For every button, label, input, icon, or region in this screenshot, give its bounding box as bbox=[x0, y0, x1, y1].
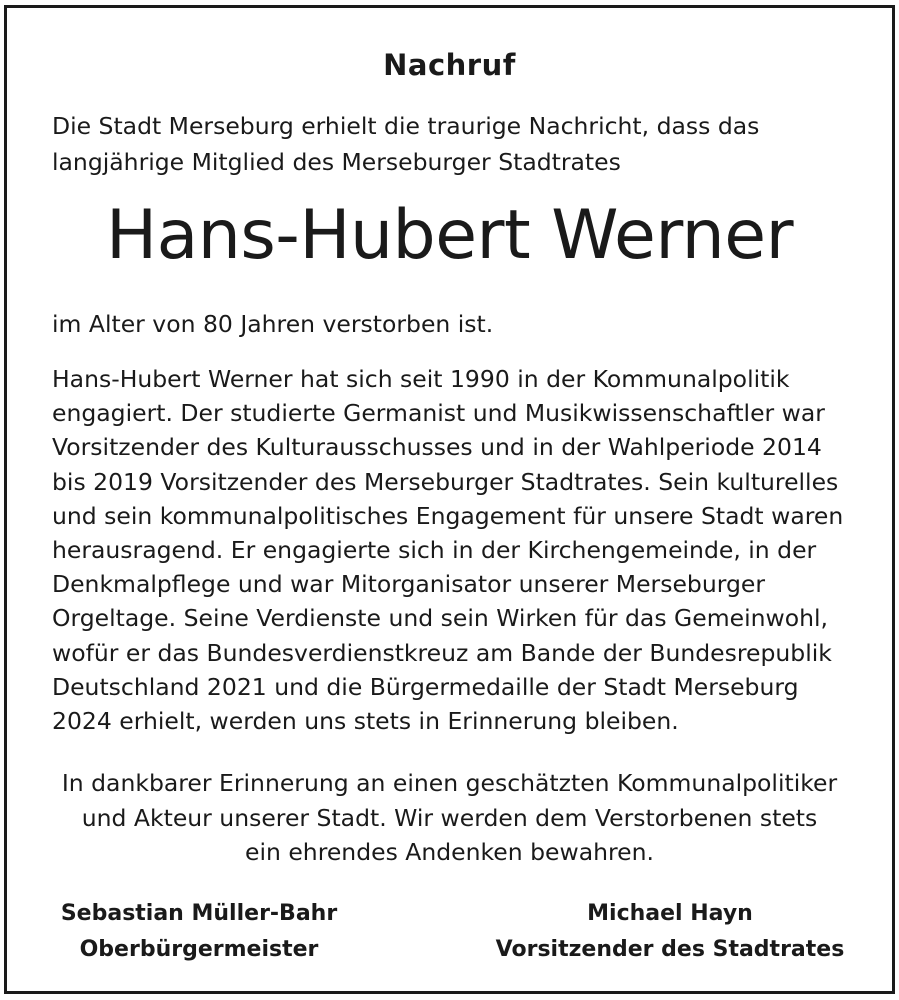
signature-name: Michael Hayn bbox=[587, 901, 753, 926]
biography-line: Deutschland 2021 und die Bürgermedaille der Stadt Merseburg bbox=[52, 672, 799, 701]
biography-text bbox=[52, 362, 852, 738]
biography-line: Hans-Hubert Werner hat sich seit 1990 in der Kommunalpolitik bbox=[52, 365, 790, 393]
signature-council-chair bbox=[490, 896, 850, 968]
signature-name: Sebastian Müller-Bahr bbox=[60, 901, 338, 926]
intro-line: langjährige Mitglied des Merseburger Stadtrates bbox=[52, 148, 621, 176]
closing-line: In dankbarer Erinnerung an einen geschätzten Kommunalpolitiker bbox=[61, 769, 838, 797]
age-line: im Alter von 80 Jahren verstorben ist. bbox=[52, 310, 494, 338]
notice-heading: Nachruf bbox=[383, 48, 516, 82]
closing-text bbox=[0, 766, 899, 870]
intro-text bbox=[52, 108, 852, 180]
biography-line: herausragend. Er engagierte sich in der Kirchengemeinde, in der bbox=[52, 536, 817, 565]
intro-line: Die Stadt Merseburg erhielt die traurige Nachricht, dass das bbox=[52, 112, 760, 140]
signature-mayor bbox=[44, 896, 354, 968]
signature-role: Vorsitzender des Stadtrates bbox=[495, 937, 845, 962]
biography-line: Vorsitzender des Kulturausschusses und in der Wahlperiode 2014 bbox=[52, 433, 822, 462]
biography-line: bis 2019 Vorsitzender des Merseburger Stadtrates. Sein kulturelles bbox=[52, 467, 839, 496]
biography-line: und sein kommunalpolitisches Engagement für unsere Stadt waren bbox=[52, 501, 844, 530]
biography-line: wofür er das Bundesverdienstkreuz am Bande der Bundesrepublik bbox=[52, 638, 832, 667]
closing-line: und Akteur unserer Stadt. Wir werden dem Verstorbenen stets bbox=[81, 803, 818, 832]
biography-line: engagiert. Der studierte Germanist und Musikwissenschaftler war bbox=[52, 399, 825, 428]
biography-line: 2024 erhielt, werden uns stets in Erinnerung bleiben. bbox=[52, 707, 679, 736]
biography-line: Denkmalpflege und war Mitorganisator unserer Merseburger bbox=[52, 570, 765, 599]
closing-line: ein ehrendes Andenken bewahren. bbox=[245, 838, 654, 866]
biography-line: Orgeltage. Seine Verdienste und sein Wirken für das Gemeinwohl, bbox=[52, 604, 828, 633]
signature-role: Oberbürgermeister bbox=[79, 937, 319, 962]
deceased-name: Hans-Hubert Werner bbox=[105, 196, 794, 275]
